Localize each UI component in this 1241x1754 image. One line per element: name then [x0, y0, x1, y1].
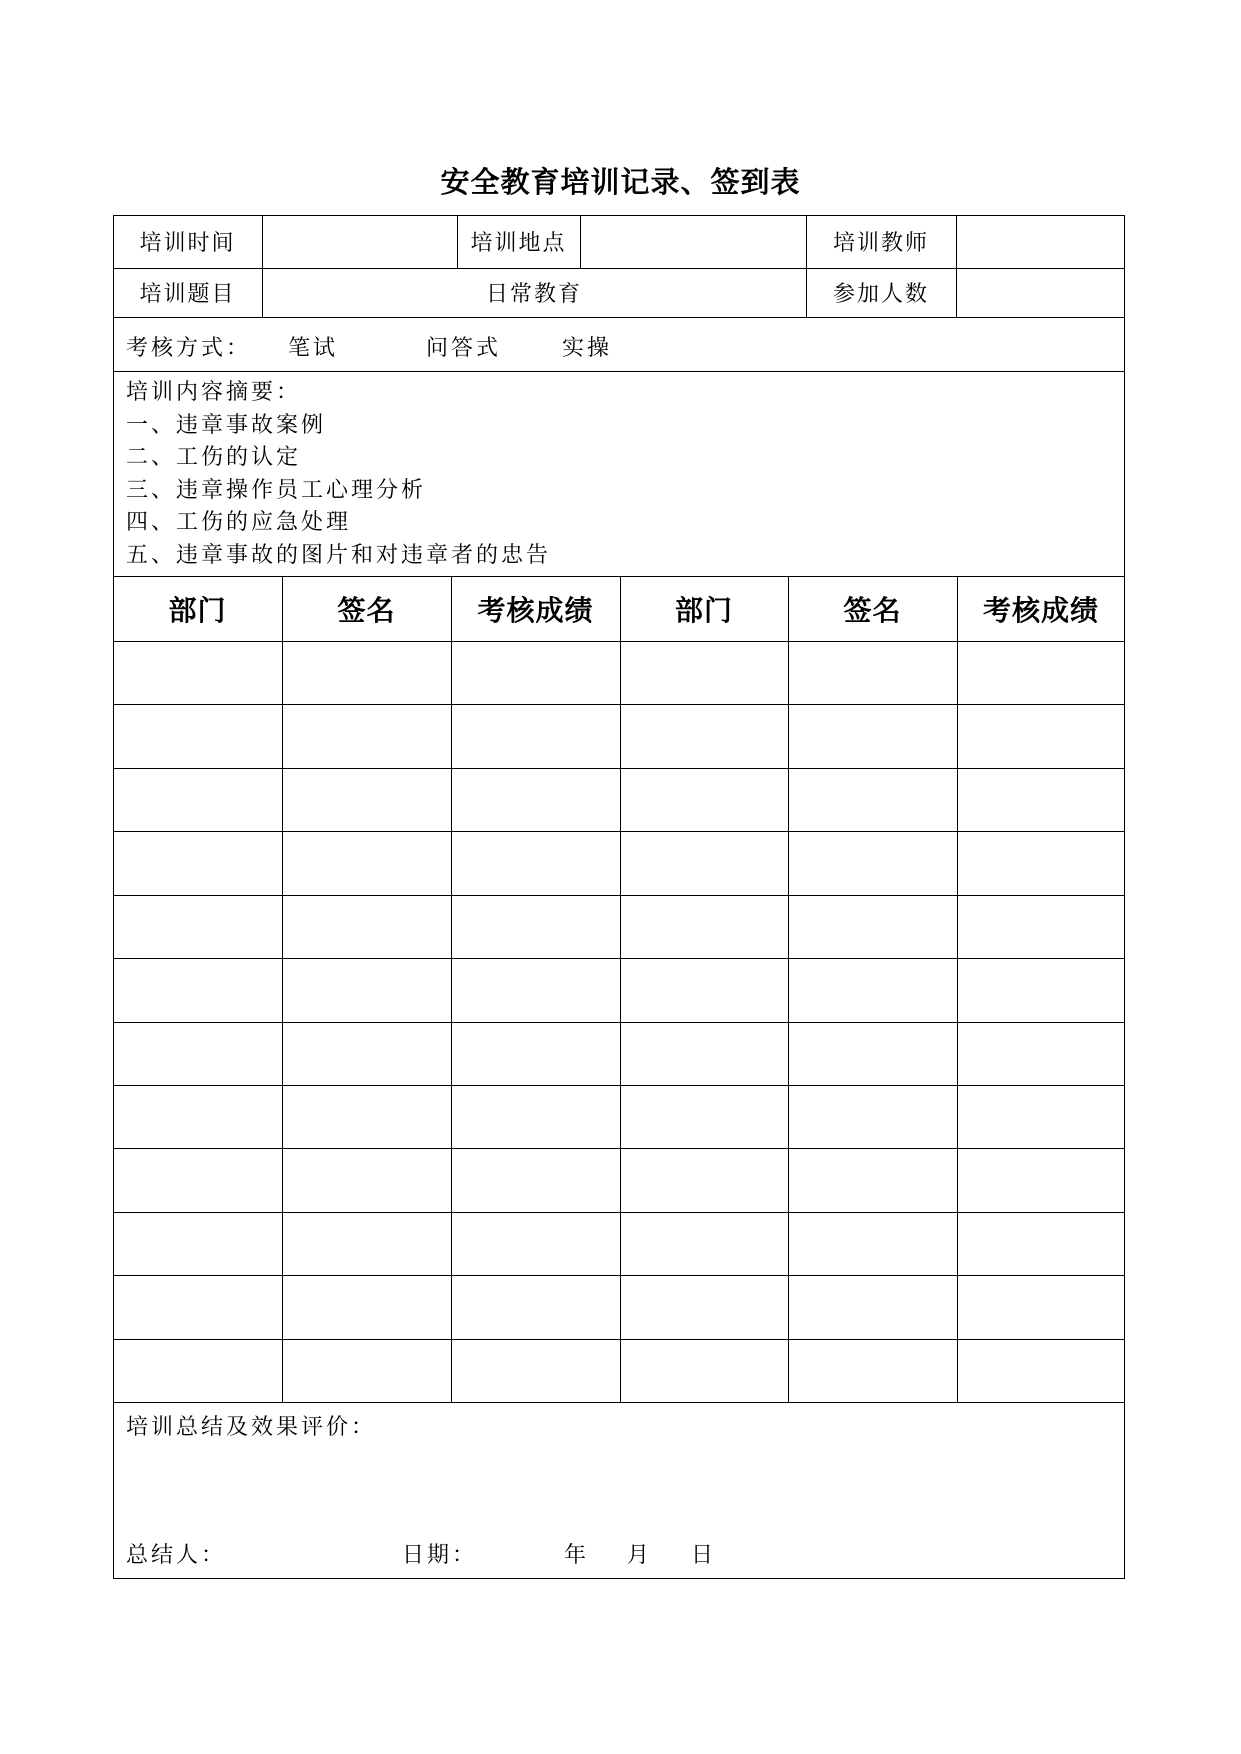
date-year: 年 [564, 1543, 590, 1568]
department-cell[interactable] [113, 1339, 282, 1402]
date-month: 月 [627, 1543, 653, 1568]
content-heading: 培训内容摘要： [126, 380, 302, 405]
score-cell[interactable] [957, 831, 1125, 894]
form-title: 安全教育培训记录、签到表 [440, 165, 801, 199]
department-cell[interactable] [620, 895, 788, 958]
attendee-count-label: 参加人数 [832, 282, 929, 307]
signature-cell[interactable] [282, 1212, 451, 1275]
signature-cell[interactable] [788, 1148, 957, 1211]
score-cell[interactable] [451, 1212, 620, 1275]
score-cell[interactable] [957, 1339, 1125, 1402]
evaluation-label: 培训总结及效果评价： [126, 1415, 377, 1440]
signature-cell[interactable] [282, 1022, 451, 1085]
score-cell[interactable] [957, 704, 1125, 767]
training-time-label: 培训时间 [139, 231, 236, 256]
signature-cell[interactable] [282, 1085, 451, 1148]
content-item: 一、违章事故案例 [126, 412, 327, 438]
score-cell[interactable] [957, 1085, 1125, 1148]
department-cell[interactable] [620, 1022, 788, 1085]
content-summary [126, 377, 551, 573]
score-cell[interactable] [957, 1148, 1125, 1211]
row-divider [113, 317, 1125, 318]
content-item: 四、工伤的应急处理 [126, 510, 352, 536]
signature-cell[interactable] [282, 1339, 451, 1402]
header-department: 部门 [168, 593, 227, 627]
header-score: 考核成绩 [982, 593, 1099, 627]
row-divider [113, 371, 1125, 372]
score-cell[interactable] [451, 641, 620, 704]
signature-cell[interactable] [788, 1022, 957, 1085]
row-divider [113, 1402, 1125, 1403]
department-cell[interactable] [620, 831, 788, 894]
score-cell[interactable] [957, 895, 1125, 958]
signature-cell[interactable] [788, 895, 957, 958]
department-cell[interactable] [113, 958, 282, 1021]
score-cell[interactable] [451, 958, 620, 1021]
department-cell[interactable] [113, 641, 282, 704]
department-cell[interactable] [113, 1085, 282, 1148]
score-cell[interactable] [451, 768, 620, 831]
content-item: 五、违章事故的图片和对违章者的忠告 [126, 542, 552, 568]
department-cell[interactable] [620, 704, 788, 767]
training-place-label: 培训地点 [470, 231, 567, 256]
signature-cell[interactable] [282, 704, 451, 767]
date-day: 日 [691, 1543, 717, 1568]
score-cell[interactable] [451, 1022, 620, 1085]
header-score: 考核成绩 [477, 593, 594, 627]
score-cell[interactable] [957, 958, 1125, 1021]
score-cell[interactable] [957, 1212, 1125, 1275]
department-cell[interactable] [113, 768, 282, 831]
signature-cell[interactable] [282, 958, 451, 1021]
training-topic-label: 培训题目 [139, 282, 236, 307]
header-signature: 签名 [337, 593, 396, 627]
date-label: 日期： [402, 1543, 478, 1568]
signature-cell[interactable] [282, 1148, 451, 1211]
signature-cell[interactable] [282, 895, 451, 958]
department-cell[interactable] [620, 1275, 788, 1338]
header-signature: 签名 [843, 593, 902, 627]
signature-cell[interactable] [282, 768, 451, 831]
department-cell[interactable] [113, 895, 282, 958]
signature-cell[interactable] [788, 1275, 957, 1338]
department-cell[interactable] [113, 704, 282, 767]
score-cell[interactable] [957, 1275, 1125, 1338]
department-cell[interactable] [620, 768, 788, 831]
attendee-count-field[interactable] [956, 268, 1125, 317]
score-cell[interactable] [451, 1339, 620, 1402]
signature-cell[interactable] [788, 768, 957, 831]
training-topic-field[interactable]: 日常教育 [485, 282, 582, 307]
training-time-field[interactable] [262, 215, 457, 268]
assessment-option-qa[interactable]: 问答式 [426, 336, 502, 361]
content-item: 二、工伤的认定 [126, 445, 302, 471]
department-cell[interactable] [113, 1148, 282, 1211]
signature-cell[interactable] [788, 831, 957, 894]
score-cell[interactable] [957, 768, 1125, 831]
score-cell[interactable] [451, 1085, 620, 1148]
signature-cell[interactable] [788, 1212, 957, 1275]
signature-cell[interactable] [282, 831, 451, 894]
department-cell[interactable] [113, 1212, 282, 1275]
header-department: 部门 [674, 593, 733, 627]
training-teacher-label: 培训教师 [832, 231, 929, 256]
assessment-label: 考核方式： [126, 336, 252, 361]
assessment-option-written[interactable]: 笔试 [288, 336, 339, 361]
signature-cell[interactable] [788, 1085, 957, 1148]
department-cell[interactable] [620, 958, 788, 1021]
signature-cell[interactable] [788, 958, 957, 1021]
score-cell[interactable] [451, 704, 620, 767]
signature-cell[interactable] [788, 641, 957, 704]
assessment-option-practical[interactable]: 实操 [562, 336, 613, 361]
score-cell[interactable] [451, 1275, 620, 1338]
signature-cell[interactable] [282, 641, 451, 704]
summarizer-label: 总结人： [126, 1543, 227, 1568]
department-cell[interactable] [620, 1212, 788, 1275]
score-cell[interactable] [957, 1022, 1125, 1085]
department-cell[interactable] [620, 1085, 788, 1148]
signature-cell[interactable] [282, 1275, 451, 1338]
department-cell[interactable] [113, 831, 282, 894]
department-cell[interactable] [620, 641, 788, 704]
score-cell[interactable] [451, 895, 620, 958]
department-cell[interactable] [113, 1022, 282, 1085]
content-item: 三、违章操作员工心理分析 [126, 477, 427, 503]
score-cell[interactable] [957, 641, 1125, 704]
score-cell[interactable] [451, 831, 620, 894]
department-cell[interactable] [113, 1275, 282, 1338]
signature-cell[interactable] [788, 1339, 957, 1402]
department-cell[interactable] [620, 1339, 788, 1402]
signature-cell[interactable] [788, 704, 957, 767]
training-teacher-field[interactable] [956, 215, 1125, 268]
score-cell[interactable] [451, 1148, 620, 1211]
department-cell[interactable] [620, 1148, 788, 1211]
training-place-field[interactable] [580, 215, 806, 268]
